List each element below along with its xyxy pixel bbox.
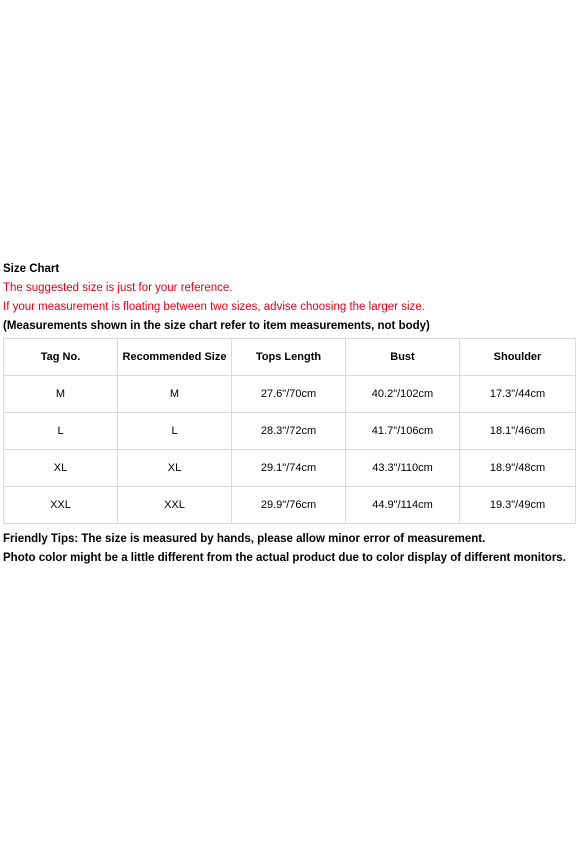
cell-shoulder: 18.1"/46cm [460,413,576,450]
cell-tops-length: 29.1"/74cm [232,450,346,487]
header-shoulder: Shoulder [460,339,576,376]
cell-shoulder: 19.3"/49cm [460,487,576,524]
cell-recommended-size: M [118,376,232,413]
cell-tops-length: 28.3"/72cm [232,413,346,450]
tip-measured-by-hands: Friendly Tips: The size is measured by hands, please allow minor error of measurement. [3,533,486,545]
tip-photo-color: Photo color might be a little different from the actual product due to color display of different monitors. [3,552,566,564]
table-row [4,487,576,524]
header-recommended-size: Recommended Size [118,339,232,376]
header-tops-length: Tops Length [232,339,346,376]
table-row [4,376,576,413]
cell-bust: 44.9"/114cm [346,487,460,524]
cell-tag-no: L [4,413,118,450]
cell-tag-no: M [4,376,118,413]
size-chart-title: Size Chart [3,263,60,275]
cell-shoulder: 17.3"/44cm [460,376,576,413]
cell-shoulder: 18.9"/48cm [460,450,576,487]
cell-recommended-size: XXL [118,487,232,524]
header-tag-no: Tag No. [4,339,118,376]
header-bust: Bust [346,339,460,376]
cell-recommended-size: XL [118,450,232,487]
table-row [4,413,576,450]
cell-tag-no: XL [4,450,118,487]
measurement-note: (Measurements shown in the size chart refer to item measurements, not body) [3,320,430,332]
cell-bust: 40.2"/102cm [346,376,460,413]
size-table [3,338,576,524]
table-header-row [4,339,576,376]
cell-tag-no: XXL [4,487,118,524]
floating-size-note: If your measurement is floating between two sizes, advise choosing the larger size. [3,301,425,313]
cell-tops-length: 29.9"/76cm [232,487,346,524]
size-chart-section [3,262,575,570]
cell-bust: 43.3"/110cm [346,450,460,487]
cell-tops-length: 27.6"/70cm [232,376,346,413]
cell-bust: 41.7"/106cm [346,413,460,450]
table-row [4,450,576,487]
reference-note: The suggested size is just for your reference. [3,282,233,294]
cell-recommended-size: L [118,413,232,450]
friendly-tips [3,532,575,566]
